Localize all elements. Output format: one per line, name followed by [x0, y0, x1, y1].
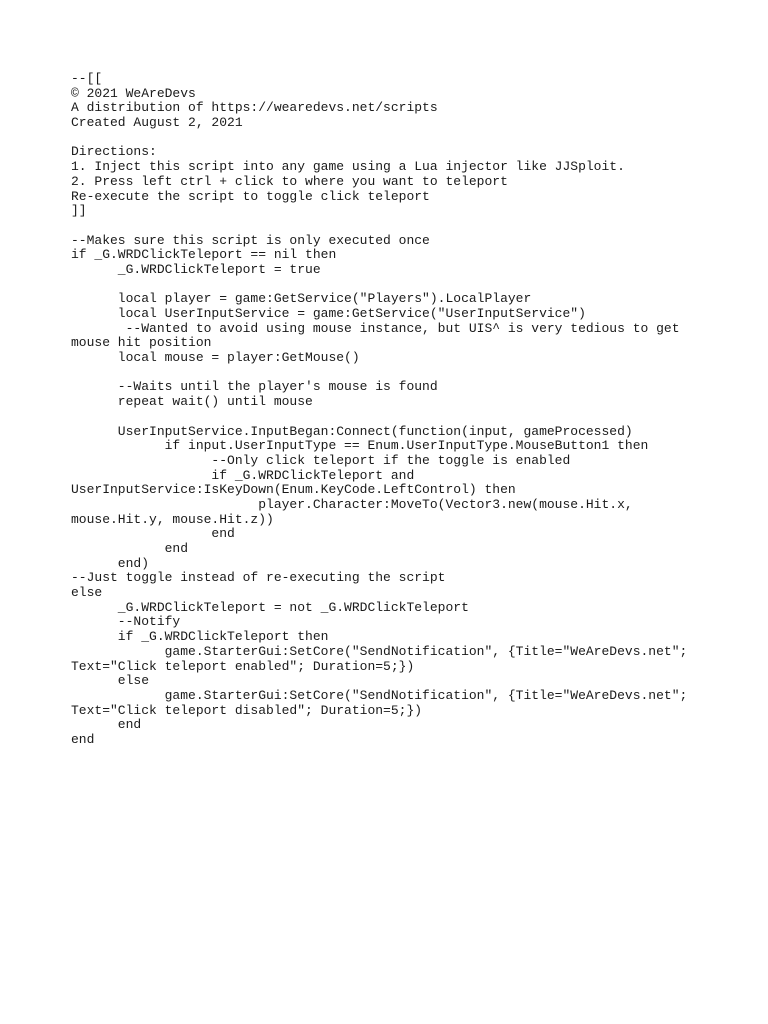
code-line: Created August 2, 2021	[71, 115, 243, 131]
code-line: © 2021 WeAreDevs	[71, 85, 196, 101]
code-line: repeat wait() until mouse	[71, 394, 313, 410]
code-line: end	[71, 526, 235, 542]
code-line: else	[71, 673, 150, 689]
code-line: ]]	[71, 203, 87, 219]
code-line: local mouse = player:GetMouse()	[71, 350, 360, 366]
code-line: if input.UserInputType == Enum.UserInputType.MouseButton1 then	[71, 438, 649, 454]
code-line: --[[	[71, 71, 103, 86]
code-line: Text="Click teleport disabled"; Duration=5;})	[71, 702, 423, 718]
code-line: local player = game:GetService("Players").LocalPlayer	[71, 291, 532, 307]
script-text	[71, 72, 751, 748]
code-line: --Just toggle instead of re-executing the script	[71, 570, 446, 586]
code-line: game.StarterGui:SetCore("SendNotification", {Title="WeAreDevs.net";	[71, 687, 688, 703]
code-line: end	[71, 717, 142, 733]
code-line: A distribution of https://wearedevs.net/scripts	[71, 100, 438, 116]
code-line: --Makes sure this script is only executed once	[71, 232, 430, 248]
code-line	[71, 131, 751, 146]
code-line	[71, 410, 751, 425]
code-line	[71, 366, 751, 381]
code-line: if _G.WRDClickTeleport then	[71, 629, 329, 645]
code-line	[71, 278, 751, 293]
code-line: end	[71, 731, 95, 747]
code-line: Directions:	[71, 144, 157, 160]
code-line	[71, 219, 751, 234]
code-line: Re-execute the script to toggle click teleport	[71, 188, 430, 204]
code-line: UserInputService.InputBegan:Connect(function(input, gameProcessed)	[71, 423, 633, 439]
code-line: --Waits until the player's mouse is found	[71, 379, 438, 395]
code-line: 2. Press left ctrl + click to where you want to teleport	[71, 173, 508, 189]
code-line: mouse hit position	[71, 335, 212, 351]
code-line: --Wanted to avoid using mouse instance, but UIS^ is very tedious to get	[71, 320, 680, 336]
code-line: Text="Click teleport enabled"; Duration=5;})	[71, 658, 415, 674]
code-line: mouse.Hit.y, mouse.Hit.z))	[71, 511, 274, 527]
code-line: if _G.WRDClickTeleport == nil then	[71, 247, 337, 263]
code-line: _G.WRDClickTeleport = not _G.WRDClickTeleport	[71, 599, 469, 615]
code-line: _G.WRDClickTeleport = true	[71, 261, 321, 277]
code-line: --Notify	[71, 614, 181, 630]
code-line: local UserInputService = game:GetService("UserInputService")	[71, 306, 586, 321]
code-line: end)	[71, 555, 150, 571]
code-line: UserInputService:IsKeyDown(Enum.KeyCode.LeftControl) then	[71, 482, 516, 498]
code-line: else	[71, 585, 103, 601]
code-line: end	[71, 541, 189, 556]
code-line: player.Character:MoveTo(Vector3.new(mouse.Hit.x,	[71, 496, 633, 512]
code-line: 1. Inject this script into any game using a Lua injector like JJSploit.	[71, 159, 625, 175]
code-line: --Only click teleport if the toggle is enabled	[71, 452, 571, 468]
code-line: if _G.WRDClickTeleport and	[71, 467, 415, 483]
code-line: game.StarterGui:SetCore("SendNotification", {Title="WeAreDevs.net";	[71, 643, 688, 659]
